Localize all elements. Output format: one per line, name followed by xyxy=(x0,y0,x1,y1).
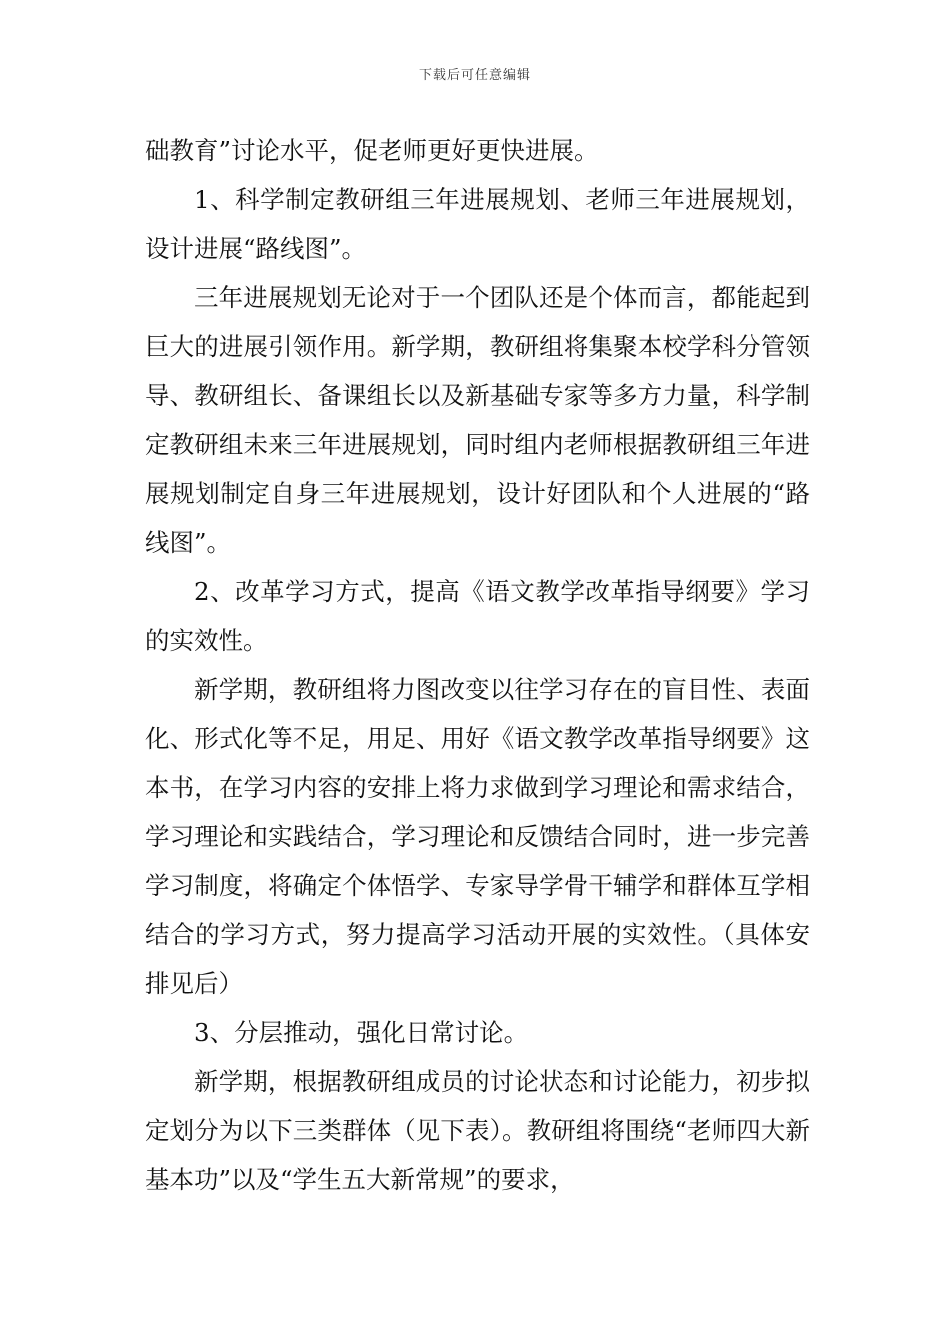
paragraph-layer-description: 新学期，根据教研组成员的讨论状态和讨论能力，初步拟定划分为以下三类群体（见下表）。教研组将围绕“老师四大新基本功”以及“学生五大新常规”的要求， xyxy=(145,1067,810,1194)
page-header: 下载后可任意编辑 xyxy=(418,68,531,83)
paragraph-item-3: 3、分层推动，强化日常讨论。 xyxy=(194,1018,529,1047)
paragraph-study-description: 新学期，教研组将力图改变以往学习存在的盲目性、表面化、形式化等不足，用足、用好《语文教学改革指导纲要》这本书，在学习内容的安排上将力求做到学习理论和需求结合，学习理论和实践结合，学习理论和反馈结合同时，进一步完善学习制度，将确定个体悟学、专家导学骨干辅学和群体互学相结合的学习方式，努力提高学习活动开展的实效性。（具体安排见后） xyxy=(145,675,810,998)
paragraph-item-2: 2、改革学习方式，提高《语文教学改革指导纲要》学习的实效性。 xyxy=(145,577,810,655)
document-body xyxy=(145,126,810,1204)
paragraph-plan-description: 三年进展规划无论对于一个团队还是个体而言，都能起到巨大的进展引领作用。新学期，教研组将集聚本校学科分管领导、教研组长、备课组长以及新基础专家等多方力量，科学制定教研组未来三年进展规划，同时组内老师根据教研组三年进展规划制定自身三年进展规划，设计好团队和个人进展的“路线图”。 xyxy=(145,283,810,557)
paragraph-item-1: 1、科学制定教研组三年进展规划、老师三年进展规划，设计进展“路线图”。 xyxy=(145,185,810,263)
paragraph-continuation: 础教育”讨论水平，促老师更好更快进展。 xyxy=(145,136,599,165)
